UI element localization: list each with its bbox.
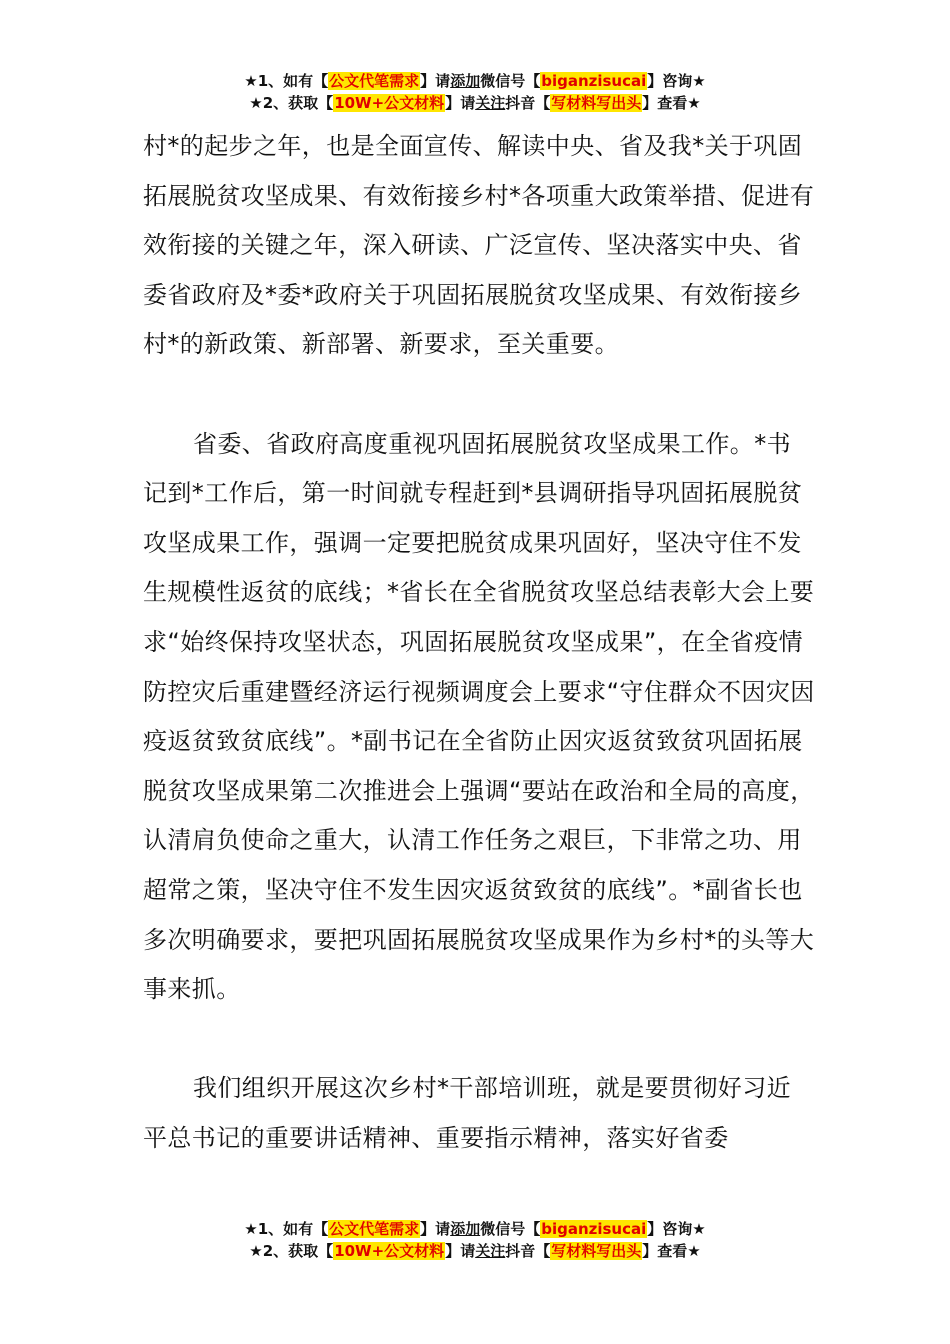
banner-underlined-text: 添加 [450,1220,481,1238]
banner-highlight-wechat-id: biganzisucai [541,72,647,90]
body-paragraph: 村*的起步之年，也是全面宣传、解读中央、省及我*关于巩固拓展脱贫攻坚成果、有效衔接乡村*各项重大政策举措、促进有效衔接的关键之年，深入研读、广泛宣传、坚决落实中央、省委省政府及*委*政府关于巩固拓展脱贫攻坚成果、有效衔接乡村*的新政策、新部署、新要求，至关重要。 [143,132,815,359]
header-banner-line-1 [0,70,950,92]
banner-text: 抖音【 [505,1242,551,1260]
header-ad-banner [0,70,950,114]
banner-highlight-wechat-id: biganzisucai [541,1220,647,1238]
banner-highlight-douyin-id: 写材料写出头 [551,1242,642,1260]
banner-text: 】咨询★ [647,1220,706,1238]
banner-text: 】请 [420,72,451,90]
banner-highlight-materials: 10W+公文材料 [334,94,445,112]
banner-text: 微信号【 [480,1220,541,1238]
banner-text: 微信号【 [480,72,541,90]
banner-highlight-service: 公文代笔需求 [329,1220,420,1238]
footer-banner-line-2 [0,1240,950,1262]
banner-highlight-douyin-id: 写材料写出头 [551,94,642,112]
banner-text: 】请 [445,94,476,112]
banner-text: 】查看★ [642,1242,701,1260]
banner-text: 】查看★ [642,94,701,112]
banner-text: ★1、如有【 [244,72,329,90]
banner-text: ★2、获取【 [249,94,334,112]
banner-text: 】请 [445,1242,476,1260]
banner-text: 抖音【 [505,94,551,112]
document-body [143,122,815,1163]
body-paragraph: 省委、省政府高度重视巩固拓展脱贫攻坚成果工作。*书记到*工作后，第一时间就专程赶到*县调研指导巩固拓展脱贫攻坚成果工作，强调一定要把脱贫成果巩固好，坚决守住不发生规模性返贫的底线；*省长在全省脱贫攻坚总结表彰大会上要求“始终保持攻坚状态，巩固拓展脱贫攻坚成果”，在全省疫情防控灾后重建暨经济运行视频调度会上要求“守住群众不因灾因疫返贫致贫底线”。*副书记在全省防止因灾返贫致贫巩固拓展脱贫攻坚成果第二次推进会上强调“要站在政治和全局的高度，认清肩负使命之重大，认清工作任务之艰巨，下非常之功、用超常之策，坚决守住不发生因灾返贫致贫的底线”。*副省长也多次明确要求，要把巩固拓展脱贫攻坚成果作为乡村*的头等大事来抓。 [143,429,815,1004]
banner-underlined-text: 关注 [475,94,506,112]
header-banner-line-2 [0,92,950,114]
banner-text: ★2、获取【 [249,1242,334,1260]
footer-banner-line-1 [0,1218,950,1240]
footer-ad-banner [0,1218,950,1262]
banner-text: 】请 [420,1220,451,1238]
banner-text: 】咨询★ [647,72,706,90]
body-paragraph: 我们组织开展这次乡村*干部培训班，就是要贯彻好习近平总书记的重要讲话精神、重要指示精神，落实好省委 [143,1074,791,1152]
banner-underlined-text: 添加 [450,72,481,90]
banner-highlight-service: 公文代笔需求 [329,72,420,90]
banner-highlight-materials: 10W+公文材料 [334,1242,445,1260]
banner-text: ★1、如有【 [244,1220,329,1238]
banner-underlined-text: 关注 [475,1242,506,1260]
